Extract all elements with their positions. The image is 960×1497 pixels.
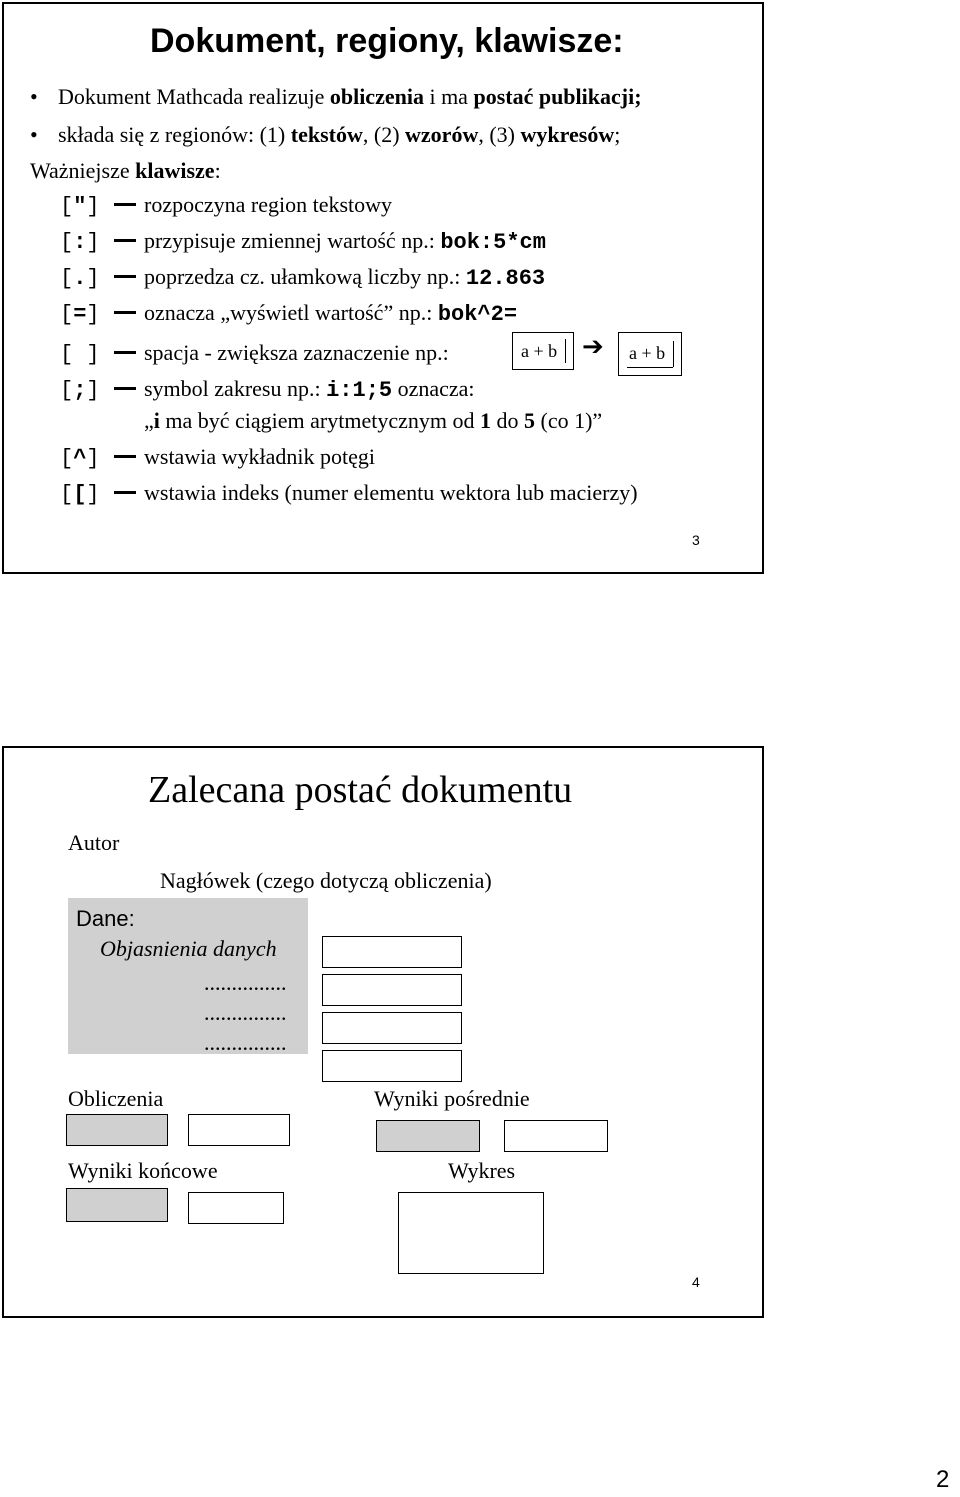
final-box: [66, 1188, 168, 1222]
page-number: 2: [936, 1466, 950, 1493]
obliczenia-label: Obliczenia: [68, 1086, 164, 1111]
key-row: [60, 480, 638, 508]
calc-box: [188, 1114, 290, 1146]
value-box: [322, 1050, 462, 1082]
cursor-icon: [673, 341, 674, 367]
value-box: [322, 974, 462, 1006]
key-row: [60, 340, 449, 368]
dane-description: Objasnienia danych: [100, 936, 277, 961]
math-expr: a + b: [629, 343, 666, 363]
bold-text: wzorów: [405, 122, 479, 147]
code-example: i:1;5: [326, 378, 393, 403]
bullet-icon: •: [30, 122, 38, 147]
dane-label: Dane:: [76, 906, 135, 931]
key-label: [ ]: [60, 342, 100, 367]
dots: ...............: [204, 1030, 287, 1055]
text: Dokument Mathcada realizuje: [58, 84, 330, 109]
final-box: [188, 1192, 284, 1224]
dash-icon: [114, 387, 136, 390]
bullet-line-2: [30, 122, 620, 148]
dash-icon: [114, 351, 136, 354]
dash-icon: [114, 275, 136, 278]
key-label: [=]: [60, 302, 100, 327]
code-example: bok:5*cm: [440, 230, 546, 255]
slide-number: 3: [692, 532, 700, 548]
text: , (2): [362, 122, 406, 147]
text: Ważniejsze: [30, 158, 136, 183]
key-desc: przypisuje zmiennej wartość np.:: [144, 228, 441, 253]
code-example: 12.863: [465, 266, 546, 291]
key-label: [[]: [60, 482, 100, 507]
wykres-label: Wykres: [448, 1158, 516, 1183]
keys-intro: [30, 158, 221, 184]
key-desc: poprzedza cz. ułamkową liczby np.:: [144, 264, 466, 289]
math-region-after: [618, 332, 682, 376]
cursor-icon: [565, 339, 566, 363]
text: , (3): [478, 122, 521, 147]
wyniki-posrednie-label: Wyniki pośrednie: [374, 1086, 530, 1111]
key-desc: rozpoczyna region tekstowy: [144, 192, 393, 217]
slide-3: [2, 2, 764, 574]
dots: ...............: [204, 970, 287, 995]
code-example: bok^2=: [437, 302, 518, 327]
wyniki-koncowe-label: Wyniki końcowe: [68, 1158, 218, 1183]
text: i ma: [423, 84, 474, 109]
key-label: [:]: [60, 230, 100, 255]
result-box: [504, 1120, 608, 1152]
bold-text: klawisze: [135, 158, 215, 183]
math-region-before: [512, 332, 574, 370]
bold-text: wykresów: [520, 122, 615, 147]
key-row: [60, 264, 545, 292]
math-expr: a + b: [521, 341, 558, 361]
key-row: [60, 228, 546, 256]
bold-text: postać publikacji;: [473, 84, 642, 109]
key-desc: spacja - zwiększa zaznaczenie np.:: [144, 340, 449, 365]
dash-icon: [114, 203, 136, 206]
key-label: [;]: [60, 378, 100, 403]
dash-icon: [114, 311, 136, 314]
result-box: [376, 1120, 480, 1152]
slide-title: Dokument, regiony, klawisze:: [150, 22, 624, 60]
dash-icon: [114, 491, 136, 494]
text: ;: [614, 122, 621, 147]
text: składa się z regionów: (1): [58, 122, 291, 147]
range-note: „i ma być ciągiem arytmetycznym od 1 do 5 (co 1)”: [144, 408, 603, 433]
text: :: [214, 158, 221, 183]
text: oznacza:: [392, 376, 475, 401]
bullet-icon: •: [30, 84, 38, 109]
value-box: [322, 1012, 462, 1044]
calc-box: [66, 1114, 168, 1146]
bold-text: tekstów: [290, 122, 363, 147]
key-row: [60, 300, 517, 328]
selection-underline: [627, 367, 673, 368]
dots: ...............: [204, 1000, 287, 1025]
slide-number: 4: [692, 1274, 700, 1290]
key-desc: wstawia wykładnik potęgi: [144, 444, 375, 469]
key-desc: wstawia indeks (numer elementu wektora lub macierzy): [144, 480, 638, 505]
key-row: [60, 192, 392, 220]
key-label: [.]: [60, 266, 100, 291]
chart-box: [398, 1192, 544, 1274]
key-desc: oznacza „wyświetl wartość” np.:: [144, 300, 438, 325]
key-row: [60, 376, 475, 404]
slide-4: [2, 746, 764, 1318]
header-label: Nagłówek (czego dotyczą obliczenia): [160, 868, 492, 893]
bullet-line-1: [30, 84, 642, 110]
key-row: [60, 444, 375, 472]
key-desc: symbol zakresu np.:: [144, 376, 327, 401]
arrow-right-icon: ➔: [582, 332, 604, 361]
dash-icon: [114, 455, 136, 458]
bold-text: obliczenia: [329, 84, 424, 109]
value-box: [322, 936, 462, 968]
slide-title: Zalecana postać dokumentu: [148, 769, 573, 811]
key-label: ["]: [60, 194, 100, 219]
author-label: Autor: [68, 830, 120, 855]
dash-icon: [114, 239, 136, 242]
key-label: [^]: [60, 446, 100, 471]
